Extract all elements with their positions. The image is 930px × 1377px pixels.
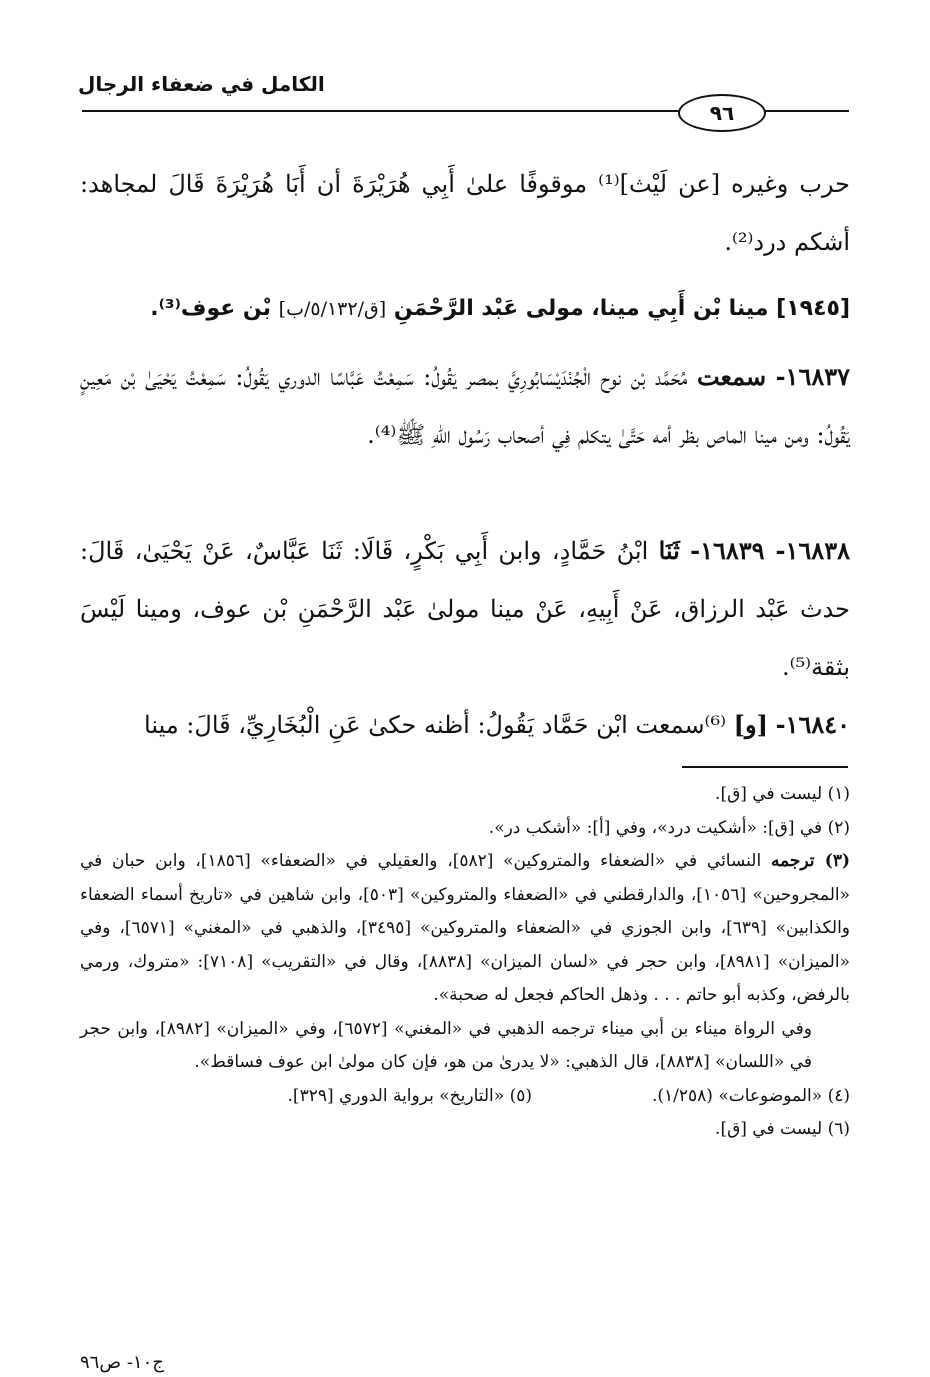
- header-rule: [82, 110, 680, 112]
- footnote: (٥) «التاريخ» برواية الدوري [٣٢٩].: [287, 1085, 532, 1106]
- footnote: (٤) «الموضوعات» (١/٢٥٨).: [651, 1085, 850, 1106]
- footnote-continuation: وفي الرواة ميناء بن أبي ميناء ترجمه الذهبي في «المغني» [٦٥٧٢]، وفي «الميزان» [٨٩٨٢]، وابن حجر في «اللسان» [٨٨٣٨]، قال الذهبي: «لا يدرىٰ من هو، فإن كان مولىٰ ابن عوف فساقط».: [80, 1018, 812, 1072]
- narration: [80, 348, 850, 464]
- narration-lead: ثَنَا: [658, 536, 680, 565]
- footnote: [80, 845, 850, 1013]
- narration: [80, 696, 850, 754]
- manuscript-reference: [ق/٥/١٣٢/ب]: [278, 298, 387, 320]
- narration-number: ١٦٨٣٨- ١٦٨٣٩-: [690, 536, 850, 565]
- entry-heading: [80, 284, 850, 334]
- footnote: (٢) في [ق]: «أشكيت درد»، وفي [أ]: «أشكب در».: [488, 817, 850, 838]
- page-number: ٩٦: [678, 94, 766, 132]
- narration-number: ١٦٨٤٠-: [775, 710, 850, 739]
- narration-lead: [و]: [733, 710, 768, 739]
- footnote-text: النسائي في «الضعفاء والمتروكين» [٥٨٢]، والعقيلي في «الضعفاء» [١٨٥٦]، وابن حبان في «المجروحين» [١٠٥٦]، والدارقطني في «الضعفاء والمتروكين» [٥٠٣]، وابن شاهين في «تاريخ أسماء الضعفاء والكذابين» [٦٣٩]، وابن الجوزي في «الضعفاء والمتروكين» [٣٤٩٥]، والذهبي في «المغني» [٦٥٧١]، وفي «الميزان» [٨٩٨١]، وابن حجر في «لسان الميزان» [٨٨٣٨]، وقال في «التقريب» [٧١٠٨]: «متروك، ورمي بالرفض، وكذبه أبو حاتم . . . وذهل الحاكم فجعل له صحبة».: [80, 851, 851, 1005]
- footnotes: [80, 778, 850, 1147]
- footnote-separator: [682, 766, 848, 768]
- entry-heading-label: [١٩٤٥] مينا بْن أَبِي مينا، مولى عَبْد الرَّحْمَنِ: [393, 296, 850, 321]
- running-title: الكامل في ضعفاء الرجال: [78, 72, 325, 96]
- footnote-row: [80, 1080, 850, 1114]
- footnote-lead: (٣) ترجمه: [770, 851, 850, 871]
- footnote: (١) ليست في [ق].: [715, 784, 850, 804]
- footnote: (٦) ليست في [ق].: [715, 1119, 850, 1139]
- entry-heading-tail: بْن عوف⁽³⁾.: [150, 296, 271, 321]
- narration-text: ⁽⁶⁾سمعت ابْن حَمَّاد يَقُولُ: أظنه حكىٰ عَنِ الْبُخَارِيِّ، قَالَ: مينا: [144, 711, 726, 739]
- narration-lead: سمعت: [696, 362, 767, 391]
- paragraph: [80, 155, 850, 271]
- header-rule: [761, 110, 849, 112]
- narration-number: ١٦٨٣٧-: [775, 362, 850, 391]
- printer-signature: ج١٠- ص٩٦: [80, 1352, 164, 1373]
- narration-text: مُحَمَّد بْن نوح الْجُنْدَيْسَابُورِيَّ بمصر يَقُولُ: سَمِعْتُ عَبَّاسًا الدوري يَقُولُ: سَمِعْتُ يَحْيَىٰ بْن مَعِينٍ يَقُولُ: ومن مينا الماص بظر أمه حَتَّىٰ يتكلم فِي أصحاب رَسُول اللهِ ﷺ⁽⁴⁾.: [80, 363, 850, 449]
- narration-text: ابْنُ حَمَّادٍ، وابن أَبِي بَكْرٍ، قَالَا: ثَنَا عَبَّاسٌ، عَنْ يَحْيَىٰ، قَالَ: حدث عَبْد الرزاق، عَنْ أَبِيهِ، عَنْ مينا مولىٰ عَبْد الرَّحْمَنِ بْن عوف، ومينا لَيْسَ بثقة⁽⁵⁾.: [80, 537, 850, 681]
- paragraph-text: حرب وغيره [عن لَيْث]⁽¹⁾ موقوفًا علىٰ أَبِي هُرَيْرَةَ أن أَبَا هُرَيْرَةَ قَالَ لمجاهد: أشكم درد⁽²⁾.: [80, 170, 850, 256]
- narration: [80, 522, 850, 696]
